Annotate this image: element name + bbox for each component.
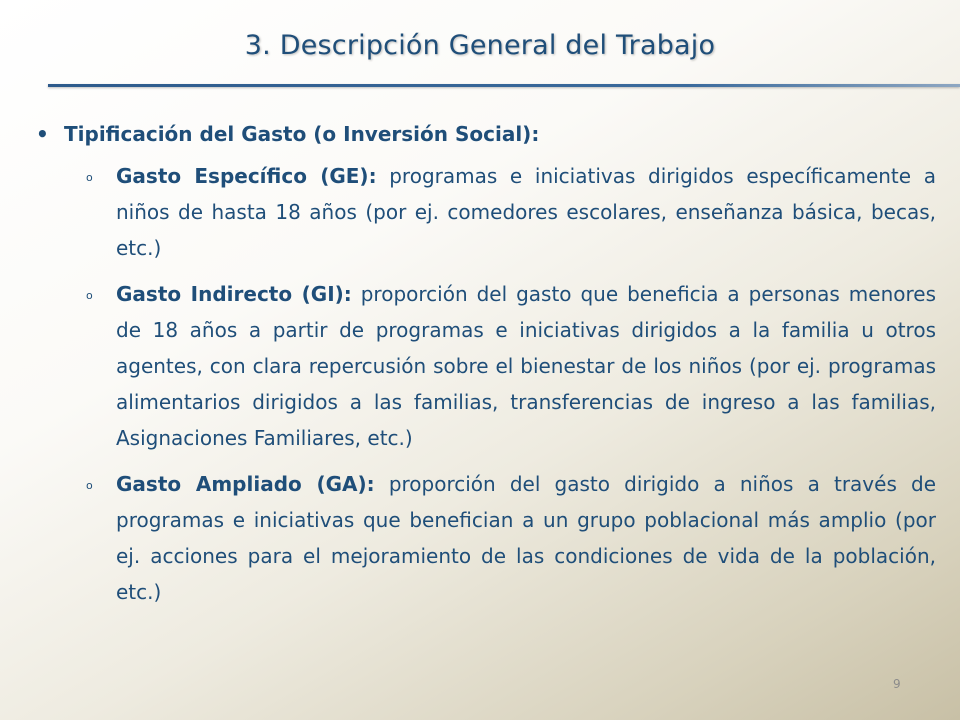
sub-item-gasto-indirecto: [36, 276, 936, 456]
slide-title: 3. Descripción General del Trabajo: [244, 30, 716, 61]
term-description: proporción del gasto dirigido a niños a través de programas e iniciativas que benefician a un grupo poblacional más amplio (por ej. acciones para el mejoramiento de las condiciones de vida de la población, etc.): [116, 472, 936, 604]
main-bullet: [36, 116, 936, 152]
circle-bullet-icon: o: [86, 171, 93, 184]
term-label: Gasto Ampliado (GA):: [116, 472, 375, 496]
term-label: Gasto Específico (GE):: [116, 164, 377, 188]
circle-bullet-icon: o: [86, 479, 93, 492]
page-number: 9: [893, 677, 901, 691]
term-description: programas e iniciativas dirigidos específicamente a niños de hasta 18 años (por ej. comedores escolares, enseñanza básica, becas, etc.): [116, 164, 936, 260]
sub-bullet-list: [36, 158, 936, 610]
term-description: proporción del gasto que beneficia a personas menores de 18 años a partir de programas e iniciativas dirigidos a la familia u otros agentes, con clara repercusión sobre el bienestar de los niños (por ej. programas alimentarios dirigidos a las familias, transferencias de ingreso a las familias, Asignaciones Familiares, etc.): [116, 282, 936, 450]
circle-bullet-icon: o: [86, 289, 93, 302]
main-bullet-text: Tipificación del Gasto (o Inversión Social):: [64, 122, 540, 146]
slide-content: [36, 116, 936, 620]
sub-item-gasto-especifico: [36, 158, 936, 266]
bullet-dot-icon: •: [36, 122, 49, 146]
title-underline: [48, 84, 960, 87]
sub-item-gasto-ampliado: [36, 466, 936, 610]
term-label: Gasto Indirecto (GI):: [116, 282, 352, 306]
